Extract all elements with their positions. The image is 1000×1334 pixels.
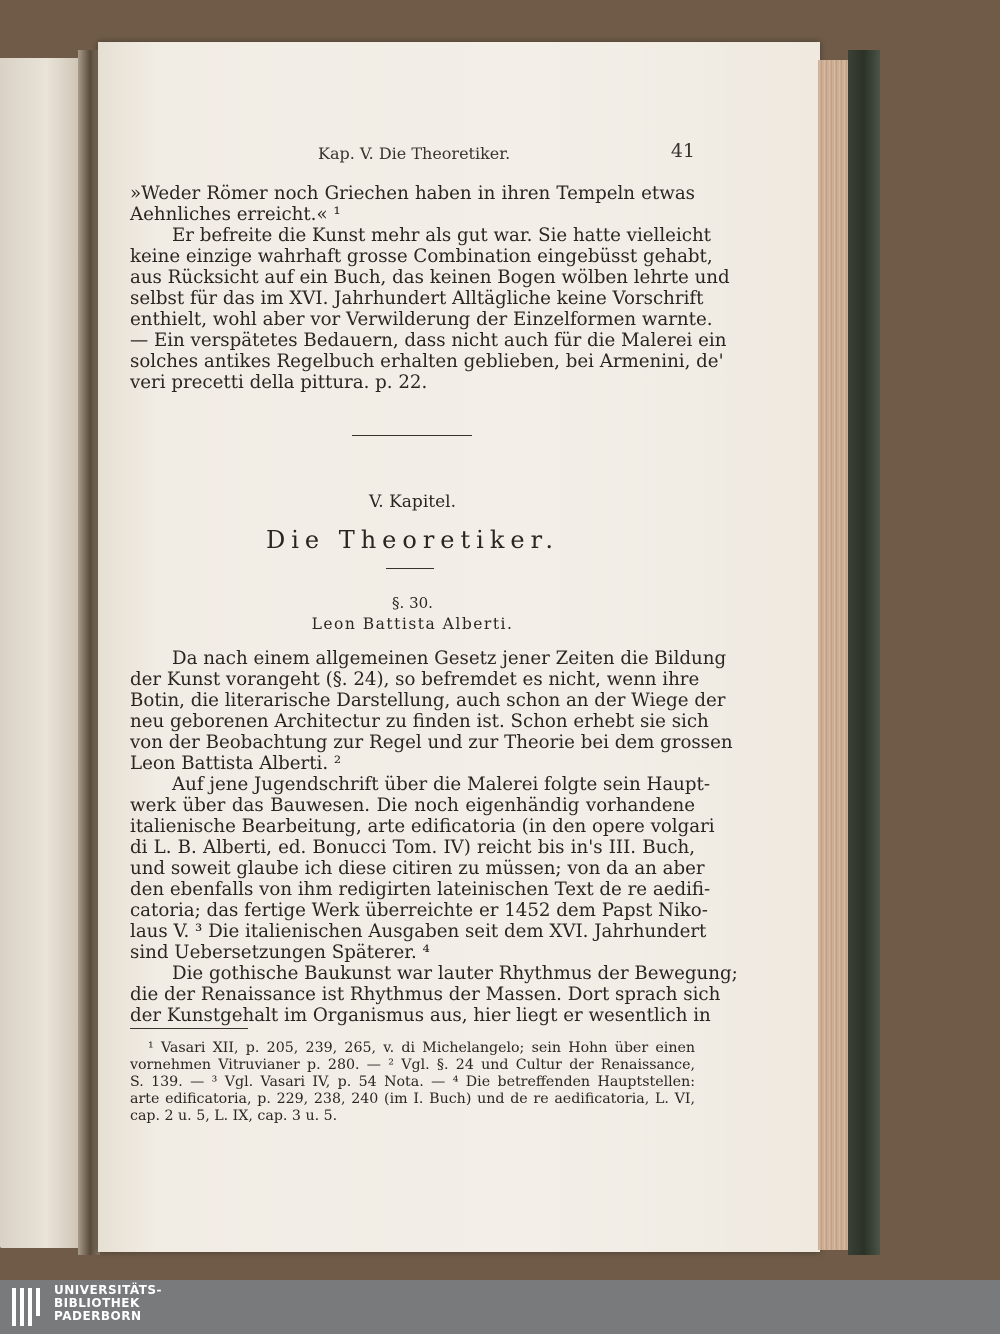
- text-line: »Weder Römer noch Griechen haben in ihren Tempeln etwas: [130, 183, 695, 204]
- page-number: 41: [670, 140, 695, 162]
- text-line: keine einzige wahrhaft grosse Combination eingebüsst gehabt,: [130, 246, 713, 267]
- text-line: Da nach einem allgemeinen Gesetz jener Zeiten die Bildung: [172, 648, 727, 669]
- chapter-title: Die Theoretiker.: [265, 526, 560, 554]
- text-line: der Kunstgehalt im Organismus aus, hier liegt er wesentlich in: [130, 1005, 711, 1026]
- text-line: von der Beobachtung zur Regel und zur Theorie bei dem grossen: [130, 732, 733, 753]
- text-line: Die gothische Baukunst war lauter Rhythmus der Bewegung;: [172, 963, 738, 984]
- text-line: laus V. ³ Die italienischen Ausgaben seit dem XVI. Jahrhundert: [130, 921, 707, 942]
- text-line: selbst für das im XVI. Jahrhundert Alltägliche keine Vorschrift: [130, 288, 704, 309]
- footnote-line: vornehmen Vitruvianer p. 280. — ² Vgl. §. 24 und Cultur der Renaissance,: [130, 1057, 695, 1073]
- text-line: der Kunst vorangeht (§. 24), so befremdet es nicht, wenn ihre: [130, 669, 700, 690]
- text-line: veri precetti della pittura. p. 22.: [130, 372, 428, 393]
- text-line: sind Uebersetzungen Späterer. ⁴: [130, 942, 430, 963]
- title-divider: [386, 568, 434, 569]
- running-head-title: Kap. V. Die Theoretiker.: [318, 144, 511, 163]
- footnote-line: cap. 2 u. 5, L. IX, cap. 3 u. 5.: [130, 1108, 338, 1124]
- page-edges: [818, 60, 850, 1250]
- text-line: und soweit glaube ich diese citiren zu müssen; von da an aber: [130, 858, 705, 879]
- text-line: catoria; das fertige Werk überreichte er 1452 dem Papst Niko-: [130, 900, 708, 921]
- text-line: solches antikes Regelbuch erhalten geblieben, bei Armenini, de': [130, 351, 724, 372]
- footnote-line: arte edificatoria, p. 229, 238, 240 (im I. Buch) und de re aedificatoria, L. VI,: [130, 1091, 695, 1107]
- library-logo-text: [54, 1284, 162, 1323]
- section-divider: [352, 435, 472, 436]
- text-line: — Ein verspätetes Bedauern, dass nicht auch für die Malerei ein: [130, 330, 727, 351]
- library-logo-line: BIBLIOTHEK: [54, 1296, 140, 1310]
- footnote-rule: [130, 1028, 248, 1029]
- chapter-label: V. Kapitel.: [368, 492, 456, 512]
- section-title: Leon Battista Alberti.: [311, 615, 514, 633]
- text-line: italienische Bearbeitung, arte edificatoria (in den opere volgari: [130, 816, 715, 837]
- section-number: §. 30.: [392, 594, 433, 612]
- text-line: Auf jene Jugendschrift über die Malerei folgte sein Haupt-: [172, 774, 710, 795]
- book-cover: [848, 50, 880, 1255]
- text-line: enthielt, wohl aber vor Verwilderung der Einzelformen warnte.: [130, 309, 713, 330]
- text-line: aus Rücksicht auf ein Buch, das keinen Bogen wölben lehrte und: [130, 267, 730, 288]
- library-logo-icon: [12, 1288, 56, 1328]
- library-logo-bar: [0, 1280, 1000, 1334]
- book-gutter: [78, 50, 100, 1255]
- library-logo-line: UNIVERSITÄTS-: [54, 1283, 163, 1297]
- footnote-line: S. 139. — ³ Vgl. Vasari IV, p. 54 Nota. — ⁴ Die betreffenden Hauptstellen:: [130, 1074, 695, 1090]
- text-line: werk über das Bauwesen. Die noch eigenhändig vorhandene: [130, 795, 695, 816]
- running-head: [130, 140, 695, 168]
- text-line: Er befreite die Kunst mehr als gut war. Sie hatte vielleicht: [172, 225, 711, 246]
- text-line: neu geborenen Architectur zu finden ist. Schon erhebt sie sich: [130, 711, 709, 732]
- text-line: Botin, die literarische Darstellung, auch schon an der Wiege der: [130, 690, 726, 711]
- text-line: Leon Battista Alberti. ²: [130, 753, 342, 774]
- footnote-line: ¹ Vasari XII, p. 205, 239, 265, v. di Michelangelo; sein Hohn über einen: [148, 1040, 695, 1056]
- text-line: die der Renaissance ist Rhythmus der Massen. Dort sprach sich: [130, 984, 721, 1005]
- text-line: den ebenfalls von ihm redigirten lateinischen Text de re aedifi-: [130, 879, 711, 900]
- text-line: di L. B. Alberti, ed. Bonucci Tom. IV) reicht bis in's III. Buch,: [130, 837, 695, 858]
- facing-page: [0, 58, 78, 1248]
- text-line: Aehnliches erreicht.« ¹: [130, 204, 341, 225]
- library-logo-line: PADERBORN: [54, 1309, 142, 1323]
